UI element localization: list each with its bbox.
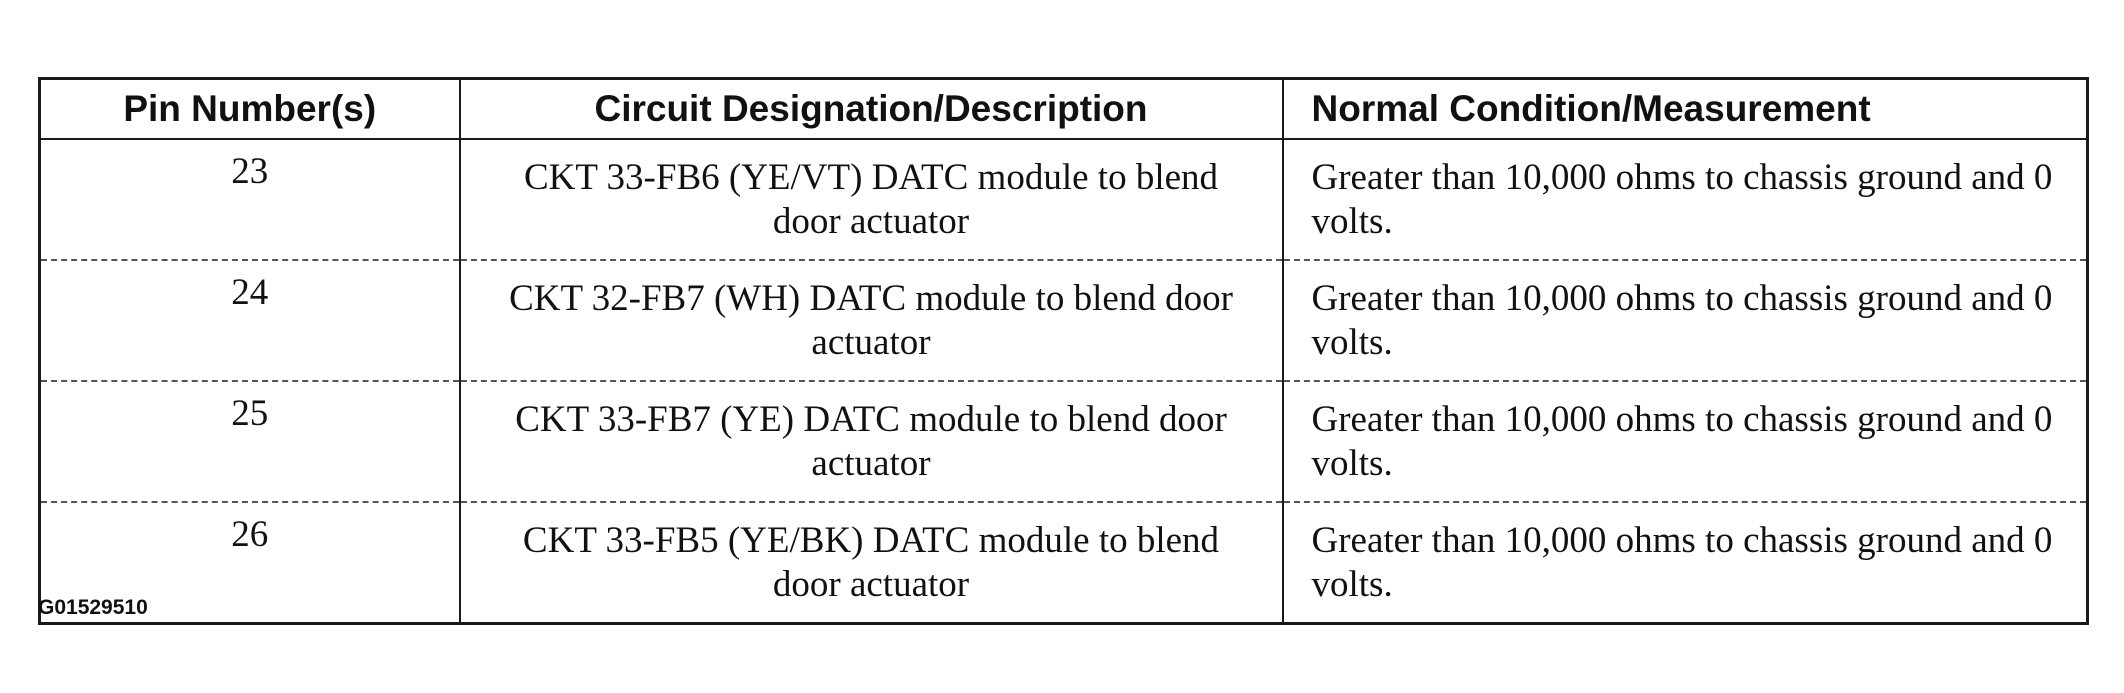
cell-condition: Greater than 10,000 ohms to chassis ground and 0 volts. <box>1311 519 2053 605</box>
cell-circuit: CKT 32-FB7 (WH) DATC module to blend door actuator <box>460 260 1283 381</box>
pin-table-container <box>38 77 2086 625</box>
pin-table <box>38 77 2089 625</box>
cell-pin: 24 <box>40 260 460 381</box>
table-row <box>40 139 2088 260</box>
table-row <box>40 260 2088 381</box>
cell-pin: 26 <box>40 502 460 624</box>
cell-condition: Greater than 10,000 ohms to chassis ground and 0 volts. <box>1283 260 2088 381</box>
cell-pin: 23 <box>40 139 460 260</box>
figure-id: G01529510 <box>38 596 148 619</box>
header-pin-numbers: Pin Number(s) <box>40 79 460 140</box>
cell-condition: Greater than 10,000 ohms to chassis ground and 0 volts. <box>1283 139 2088 260</box>
cell-circuit: CKT 33-FB7 (YE) DATC module to blend door actuator <box>460 381 1283 502</box>
cell-condition: Greater than 10,000 ohms to chassis ground and 0 volts. <box>1283 381 2088 502</box>
cell-pin: 25 <box>40 381 460 502</box>
header-row <box>40 79 2088 140</box>
cell-circuit: CKT 33-FB5 (YE/BK) DATC module to blend door actuator <box>460 502 1283 624</box>
table-row <box>40 381 2088 502</box>
header-normal-condition: Normal Condition/Measurement <box>1283 79 2088 140</box>
header-circuit-designation: Circuit Designation/Description <box>460 79 1283 140</box>
table-row <box>40 502 2088 624</box>
cell-circuit: CKT 33-FB6 (YE/VT) DATC module to blend door actuator <box>460 139 1283 260</box>
